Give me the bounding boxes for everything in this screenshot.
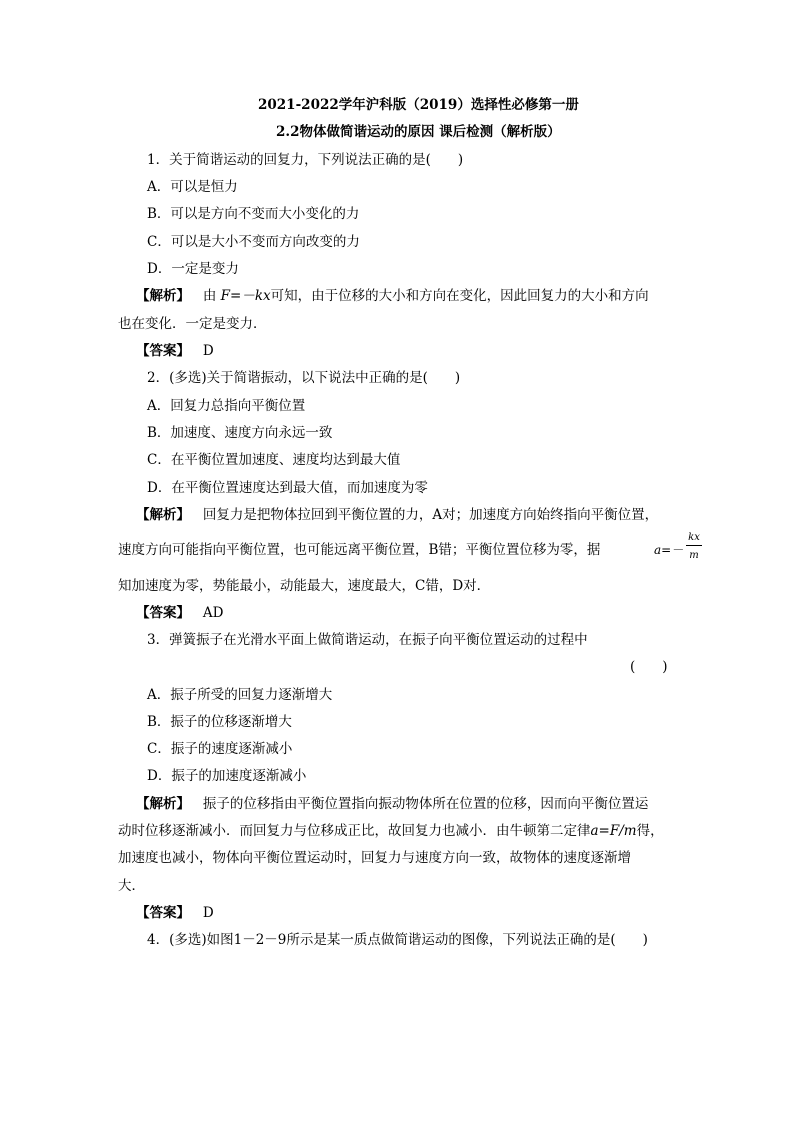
q3-answer-tag: 【答案】 <box>136 905 190 921</box>
q4-stem: 4．(多选)如图1－2－9所示是某一质点做简谐运动的图像，下列说法正确的是( ) <box>147 932 648 948</box>
q2-analysis-text-1: 回复力是把物体拉回到平衡位置的力，A对；加速度方向始终指向平衡位置， <box>202 507 659 523</box>
q2-option-a: A．回复力总指向平衡位置 <box>147 398 306 414</box>
q1-formula: F=－kx <box>220 288 271 304</box>
q3-option-b: B．振子的位移逐渐增大 <box>147 714 292 730</box>
q2-answer-tag: 【答案】 <box>136 605 190 621</box>
q2-option-d: D．在平衡位置速度达到最大值，而加速度为零 <box>147 480 428 496</box>
q2-stem: 2．(多选)关于简谐振动，以下说法中正确的是( ) <box>147 370 461 386</box>
q2-answer <box>136 604 223 622</box>
q2-analysis-line-3: 知加速度为零，势能最小，动能最大，速度最大，C错，D对． <box>118 578 491 594</box>
q3-analysis-tag: 【解析】 <box>136 796 190 812</box>
q3-option-d: D．振子的加速度逐渐减小 <box>147 768 307 784</box>
q3-option-a: A．振子所受的回复力逐渐增大 <box>147 687 333 703</box>
q3-analysis-post: 得， <box>636 823 664 839</box>
q1-option-c: C．可以是大小不变而方向改变的力 <box>147 234 360 250</box>
q2-formula-numerator: kx <box>688 532 700 543</box>
q1-answer-value: D <box>202 343 214 359</box>
q1-analysis-pre: 由 <box>202 288 217 304</box>
q1-analysis-tag: 【解析】 <box>136 288 190 304</box>
q1-answer <box>136 342 214 360</box>
q2-formula-lhs: a=－ <box>654 543 684 557</box>
q1-option-b: B．可以是方向不变而大小变化的力 <box>147 206 360 222</box>
document-subtitle: 2.2物体做简谐运动的原因 课后检测（解析版） <box>276 124 561 140</box>
q3-analysis-text-1: 振子的位移指由平衡位置指向振动物体所在位置的位移，因而向平衡位置运 <box>202 796 649 812</box>
q2-option-b: B．加速度、速度方向永远一致 <box>147 425 333 441</box>
q3-paren: ( ) <box>630 659 668 675</box>
q2-option-c: C．在平衡位置加速度、速度均达到最大值 <box>147 452 401 468</box>
q3-analysis-pre: 动时位移逐渐减小．而回复力与位移成正比，故回复力也减小．由牛顿第二定律 <box>118 823 591 839</box>
q2-analysis-line-2: 速度方向可能指向平衡位置，也可能远离平衡位置，B错；平衡位置位移为零，据 <box>118 542 601 558</box>
q1-option-d: D．一定是变力 <box>147 261 239 277</box>
q2-analysis-line-1 <box>136 506 658 524</box>
q3-analysis-line-3: 加速度也减小，物体向平衡位置运动时，回复力与速度方向一致，故物体的速度逐渐增 <box>118 850 631 866</box>
q3-answer <box>136 904 214 922</box>
q2-formula-fraction-bar <box>686 545 702 546</box>
q1-analysis-post: 可知，由于位移的大小和方向在变化，因此回复力的大小和方向 <box>270 288 649 304</box>
q3-answer-value: D <box>202 905 214 921</box>
q3-formula: a=F/m <box>590 823 637 839</box>
q3-analysis-line-2 <box>118 822 664 840</box>
document-title: 2021-2022学年沪科版（2019）选择性必修第一册 <box>258 97 579 113</box>
q1-answer-tag: 【答案】 <box>136 343 190 359</box>
q3-option-c: C．振子的速度逐渐减小 <box>147 741 293 757</box>
q2-analysis-tag: 【解析】 <box>136 507 190 523</box>
q3-analysis-line-4: 大． <box>118 878 145 894</box>
q1-stem: 1．关于简谐运动的回复力，下列说法正确的是( ) <box>147 152 464 168</box>
q3-analysis-line-1 <box>136 795 648 813</box>
q1-analysis-line-1 <box>136 287 649 305</box>
q2-answer-value: AD <box>202 605 224 621</box>
q1-analysis-line-2: 也在变化．一定是变力． <box>118 316 267 332</box>
q2-formula-denominator: m <box>689 550 699 561</box>
q1-option-a: A．可以是恒力 <box>147 179 238 195</box>
q3-stem: 3．弹簧振子在光滑水平面上做简谐运动，在振子向平衡位置运动的过程中 <box>147 632 588 648</box>
